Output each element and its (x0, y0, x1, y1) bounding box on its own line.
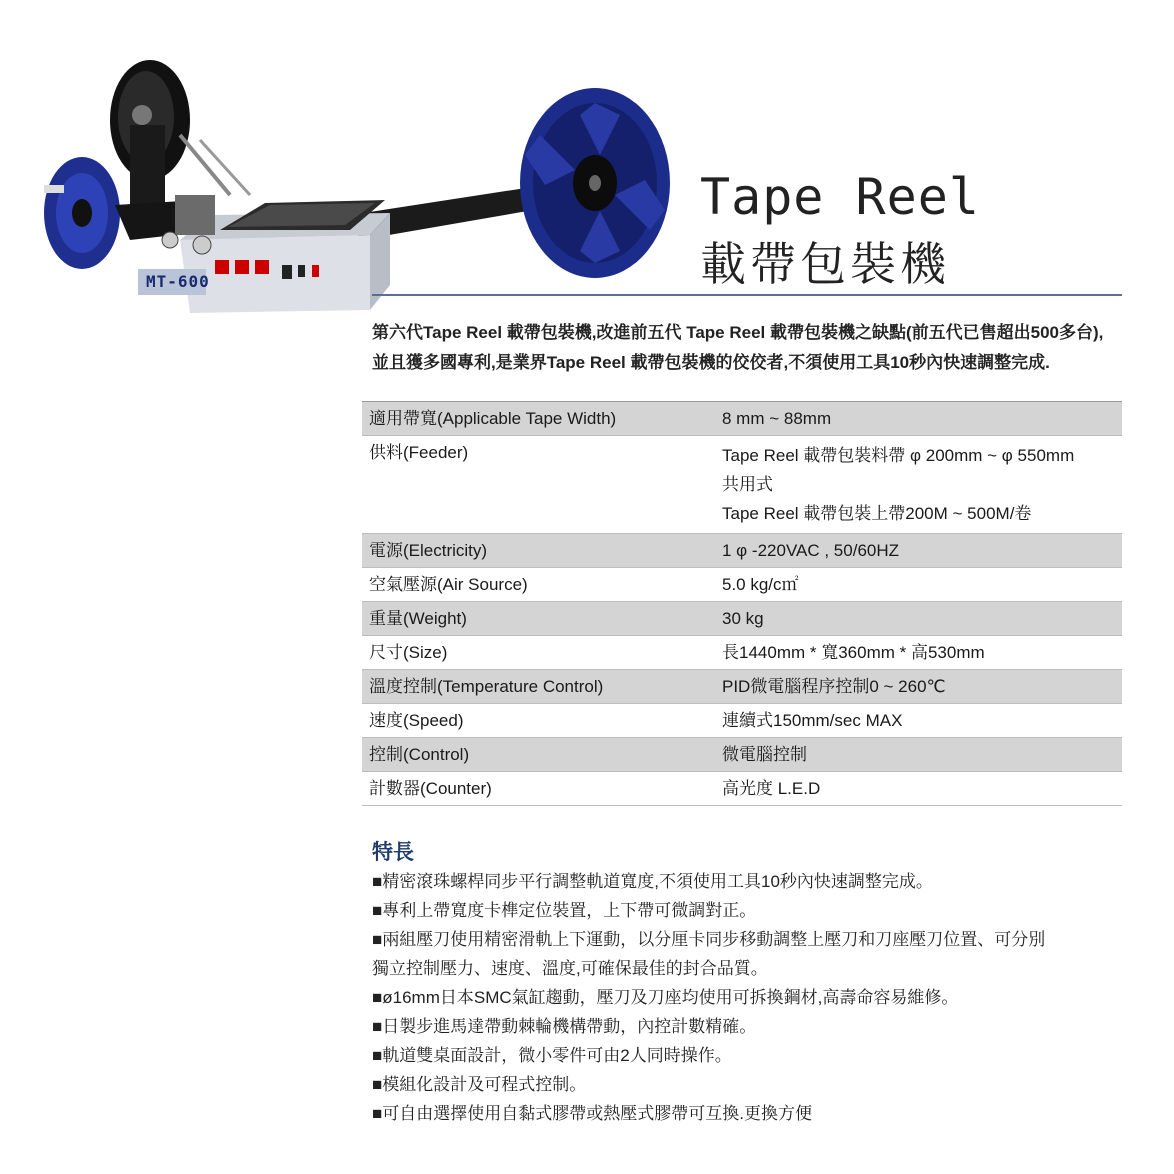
spec-key: 尺寸(Size) (369, 643, 448, 662)
feature-item: ■專利上帶寬度卡榫定位裝置，上下帶可微調對正。 (372, 901, 757, 920)
spec-value: Tape Reel 載帶包裝料帶 φ 200mm ~ φ 550mm (722, 446, 1075, 465)
spec-value: 高光度 L.E.D (722, 779, 821, 798)
spec-row (362, 436, 1122, 534)
feature-item: ■可自由選擇使用自黏式膠帶或熱壓式膠帶可互換.更換方便 (372, 1104, 812, 1123)
spec-value: 8 mm ~ 88mm (722, 409, 832, 428)
spec-key: 計數器(Counter) (369, 779, 492, 798)
table-top-border (362, 401, 1122, 402)
spec-value: 5.0 kg/c㎡ (722, 575, 799, 594)
spec-table (362, 402, 1122, 806)
title-chinese: 載帶包裝機 (700, 237, 950, 291)
spec-key: 重量(Weight) (369, 609, 467, 628)
spec-key: 空氣壓源(Air Source) (369, 575, 528, 594)
feature-item: ■模組化設計及可程式控制。 (372, 1075, 587, 1094)
features-list (372, 867, 1132, 1128)
spec-value: 連續式150mm/sec MAX (722, 711, 903, 730)
spec-key: 速度(Speed) (369, 711, 464, 730)
spec-key: 溫度控制(Temperature Control) (369, 677, 604, 696)
machine-image (20, 55, 700, 315)
spec-value: 30 kg (722, 609, 764, 628)
spec-key: 供料(Feeder) (369, 443, 469, 462)
spec-row (362, 738, 1122, 772)
spec-row (362, 534, 1122, 568)
feature-item: 獨立控制壓力、速度、溫度,可確保最佳的封合品質。 (372, 959, 768, 978)
spec-row (362, 602, 1122, 636)
spec-key: 適用帶寬(Applicable Tape Width) (369, 409, 617, 428)
spec-value: 共用式 (722, 475, 773, 494)
spec-value-multi (722, 436, 1122, 533)
spec-row (362, 402, 1122, 436)
spec-value: 微電腦控制 (722, 745, 807, 764)
feature-item: ■兩組壓刀使用精密滑軌上下運動，以分厘卡同步移動調整上壓刀和刀座壓刀位置、可分別 (372, 930, 1046, 949)
title-divider (372, 294, 1122, 296)
spec-value: 長1440mm * 寬360mm * 高530mm (722, 643, 985, 662)
intro-line: 第六代Tape Reel 載帶包裝機,改進前五代 Tape Reel 載帶包裝機之缺點(前五代已售超出500多台), (372, 323, 1104, 342)
spec-row (362, 704, 1122, 738)
feature-item: ■ø16mm日本SMC氣缸趨動，壓刀及刀座均使用可拆換鋼材,高壽命容易維修。 (372, 988, 959, 1007)
feature-item: ■精密滾珠螺桿同步平行調整軌道寬度,不須使用工具10秒內快速調整完成。 (372, 872, 933, 891)
spec-value: PID微電腦程序控制0 ~ 260℃ (722, 677, 946, 696)
spec-row (362, 636, 1122, 670)
spec-value: Tape Reel 載帶包裝上帶200M ~ 500M/卷 (722, 504, 1032, 523)
spec-row (362, 670, 1122, 704)
spec-value: 1 φ -220VAC , 50/60HZ (722, 541, 900, 560)
machine-label: MT-600 (146, 272, 210, 291)
spec-key: 電源(Electricity) (369, 541, 488, 560)
intro-paragraph (372, 318, 1132, 378)
feature-item: ■軌道雙桌面設計，微小零件可由2人同時操作。 (372, 1046, 732, 1065)
intro-line: 並且獲多國專利,是業界Tape Reel 載帶包裝機的佼佼者,不須使用工具10秒內快速調整完成. (372, 353, 1050, 372)
features-heading: 特長 (372, 841, 414, 864)
title-english: Tape Reel (700, 168, 980, 226)
spec-row (362, 772, 1122, 806)
spec-row (362, 568, 1122, 602)
spec-key: 控制(Control) (369, 745, 470, 764)
feature-item: ■日製步進馬達帶動棘輪機構帶動，內控計數精確。 (372, 1017, 757, 1036)
